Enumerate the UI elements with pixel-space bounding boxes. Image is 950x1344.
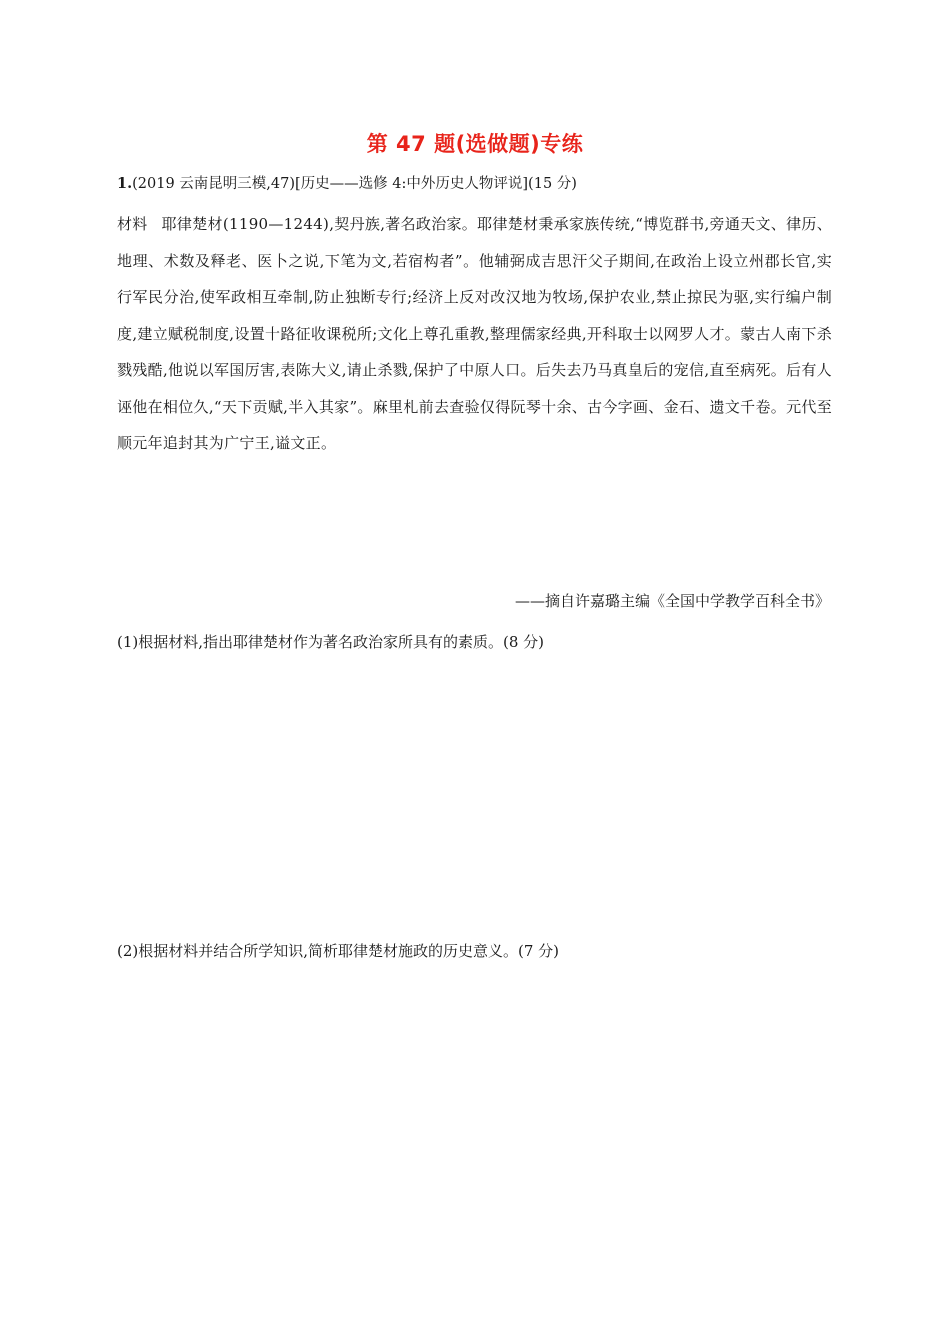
sub-question-1: (1)根据材料,指出耶律楚材作为著名政治家所具有的素质。(8 分) <box>117 633 545 651</box>
sub-question-2: (2)根据材料并结合所学知识,简析耶律楚材施政的历史意义。(7 分) <box>117 942 560 960</box>
material-text: 耶律楚材(1190—1244),契丹族,著名政治家。耶律楚材秉承家族传统,“博览群书,旁通天文、律历、地理、术数及释老、医卜之说,下笔为文,若宿构者”。他辅弼成吉思汗父子期间,在政治上设立州郡长官,实行军民分治,使军政相互牵制,防止独断专行;经济上反对改汉地为牧场,保护农业,禁止掠民为驱,实行编户制度,建立赋税制度,设置十路征收课税所;文化上尊孔重教,整理儒家经典,开科取士以网罗人才。蒙古人南下杀戮残酷,他说以军国厉害,表陈大义,请止杀戮,保护了中原人口。后失去乃马真皇后的宠信,直至病死。后有人诬他在相位久,“天下贡赋,半入其家”。麻里札前去查验仅得阮琴十余、古今字画、金石、遗文千卷。元代至顺元年追封其为广宁王,谥文正。 <box>117 215 832 452</box>
material-label: 材料 <box>117 215 148 233</box>
question-number: 1. <box>117 175 133 192</box>
material-citation: ——摘自许嘉璐主编《全国中学教学百科全书》 <box>514 592 830 610</box>
material-passage <box>117 206 832 462</box>
question-header <box>117 172 577 193</box>
page-title: 第 47 题(选做题)专练 <box>366 132 584 156</box>
question-source-info: (2019 云南昆明三模,47)[历史——选修 4:中外历史人物评说](15 分) <box>132 176 577 192</box>
